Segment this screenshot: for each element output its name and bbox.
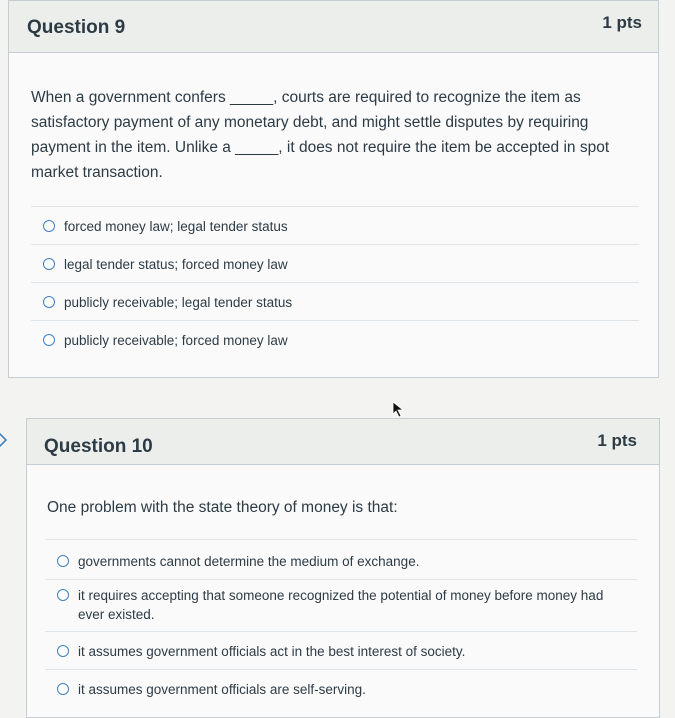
radio-button[interactable] bbox=[57, 555, 69, 567]
question-10-text: One problem with the state theory of money is that: bbox=[47, 499, 398, 516]
radio-button[interactable] bbox=[43, 296, 55, 308]
question-10-title: Question 10 bbox=[44, 436, 153, 457]
question-9-card bbox=[8, 0, 659, 378]
question-10-answer-1[interactable] bbox=[45, 539, 637, 579]
chevron-right-icon[interactable] bbox=[0, 430, 10, 450]
answer-label: publicly receivable; legal tender status bbox=[64, 295, 293, 310]
question-10-card bbox=[26, 418, 660, 718]
question-9-answer-4[interactable] bbox=[31, 320, 639, 358]
question-9-header bbox=[9, 1, 658, 53]
radio-button[interactable] bbox=[57, 645, 69, 657]
question-9-text: When a government confers _____, courts are required to recognize the item as satisfactory payment of any monetary debt, and might settle disputes by requiring payment in the item. Unlike a _____, it does not require the item be accepted in spot market transaction. bbox=[31, 89, 610, 181]
radio-button[interactable] bbox=[43, 258, 55, 270]
radio-button[interactable] bbox=[43, 334, 55, 346]
answer-label: legal tender status; forced money law bbox=[64, 257, 288, 272]
answer-label: it requires accepting that someone recognized the potential of money before money had ever existed. bbox=[78, 588, 604, 622]
answer-label: governments cannot determine the medium of exchange. bbox=[78, 554, 420, 569]
question-10-header bbox=[27, 419, 659, 465]
question-10-answer-4[interactable] bbox=[45, 669, 637, 707]
question-10-answer-3[interactable] bbox=[45, 631, 637, 669]
answer-label: it assumes government officials act in the best interest of society. bbox=[78, 644, 466, 659]
question-9-answer-2[interactable] bbox=[31, 244, 639, 282]
question-9-points: 1 pts bbox=[602, 13, 642, 32]
question-10-points: 1 pts bbox=[597, 431, 637, 450]
question-10-answer-2[interactable] bbox=[45, 579, 637, 631]
question-9-title: Question 9 bbox=[27, 17, 126, 38]
mouse-cursor-icon bbox=[392, 401, 406, 419]
answer-label: forced money law; legal tender status bbox=[64, 219, 288, 234]
radio-button[interactable] bbox=[57, 683, 69, 695]
question-9-answer-1[interactable] bbox=[31, 206, 639, 244]
answer-label: publicly receivable; forced money law bbox=[64, 333, 288, 348]
radio-button[interactable] bbox=[43, 220, 55, 232]
answer-label: it assumes government officials are self-serving. bbox=[78, 682, 366, 697]
question-9-answer-3[interactable] bbox=[31, 282, 639, 320]
radio-button[interactable] bbox=[57, 589, 69, 601]
